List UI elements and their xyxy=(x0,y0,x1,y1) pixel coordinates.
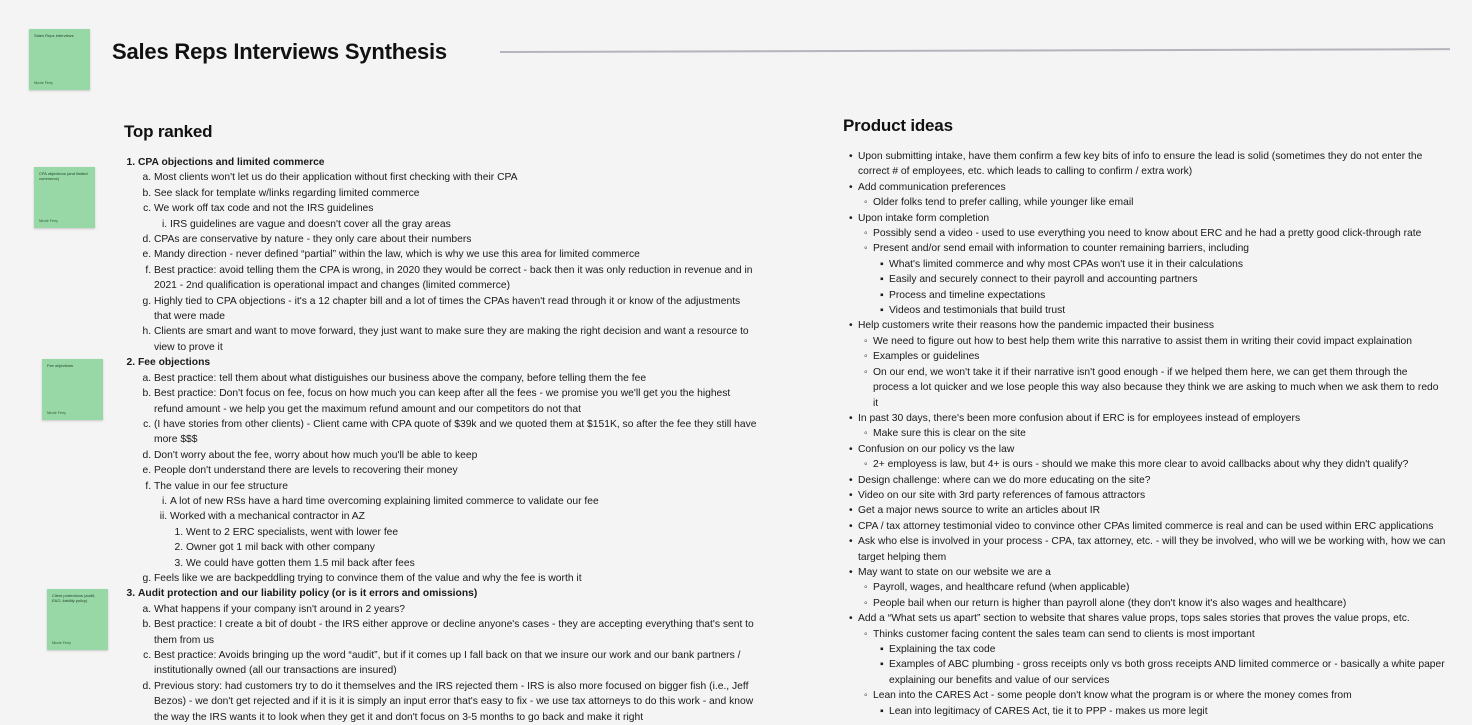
list-item-text: See slack for template w/links regarding limited commerce xyxy=(154,187,420,199)
list-item-text: Previous story: had customers try to do it themselves and the IRS rejected them - IRS is also more focused on bigger fish (i.e., Jeff Bezos) - we don't get rejected and if it is it is simply an input error that's easy to fix - we use tax attorneys to do this work - and know the way the IRS wants it to look when they get it and don't focus on 3-5 months to go back and make it right xyxy=(154,680,754,723)
bullet-marker: • xyxy=(849,212,853,224)
idea-text: Confusion on our policy vs the law xyxy=(858,443,1015,455)
idea-text: Videos and testimonials that build trust xyxy=(889,305,1066,317)
bullet-marker: ◦ xyxy=(864,628,868,640)
list-item xyxy=(186,556,758,571)
idea-item xyxy=(842,534,1446,565)
list-item-text: We could have gotten them 1.5 mil back after fees xyxy=(186,557,415,569)
bullet-marker: • xyxy=(849,151,853,162)
bullet-marker: • xyxy=(849,505,853,517)
idea-item xyxy=(842,411,1446,426)
list-item xyxy=(154,371,758,386)
list-item-text: Best practice: tell them about what distiguishes our business above the company, before telling them the fee xyxy=(154,372,647,384)
bullet-marker: • xyxy=(849,320,853,332)
bullet-marker: ◦ xyxy=(864,582,868,594)
idea-text: Thinks customer facing content the sales team can send to clients is most important xyxy=(873,628,1255,640)
bullet-marker: ▪ xyxy=(880,659,884,671)
bullet-marker: ◦ xyxy=(864,228,868,240)
idea-text: Explaining the tax code xyxy=(889,644,996,655)
list-item xyxy=(154,448,758,463)
bullet-marker: • xyxy=(849,613,853,625)
sticky-note-author: Nicole Ferry xyxy=(34,81,53,85)
list-item xyxy=(186,540,758,555)
list-item-text: (I have stories from other clients) - Client came with CPA quote of $39k and we quoted them at $151K, so after the fee they still have more $$$ xyxy=(154,418,757,446)
idea-text: Examples or guidelines xyxy=(873,351,980,363)
list-item-text: Best practice: Avoids bringing up the word “audit”, but if it comes up I fall back on that we insure our work and our bank partners / institutionally owned (all our transactions are insured) xyxy=(154,650,741,677)
bullet-marker: • xyxy=(849,474,853,486)
section-title: CPA objections and limited commerce xyxy=(138,157,325,168)
idea-item xyxy=(842,241,1446,256)
bullet-marker: ▪ xyxy=(880,705,884,717)
idea-item xyxy=(842,288,1446,303)
list-item xyxy=(170,494,758,509)
idea-item xyxy=(842,303,1446,318)
section-item xyxy=(138,355,758,586)
idea-text: Lean into legitimacy of CARES Act, tie it to PPP - makes us more legit xyxy=(889,705,1208,717)
idea-text: 2+ employess is law, but 4+ is ours - should we make this more clear to avoid callbacks about why they didn't qualify? xyxy=(873,459,1409,471)
idea-item xyxy=(842,642,1446,657)
idea-text: CPA / tax attorney testimonial video to convince other CPAs limited commerce is real and can be used within ERC applications xyxy=(858,520,1434,532)
sticky-note-author: Nicole Ferry xyxy=(52,641,71,645)
idea-text: Get a major news source to write an articles about IR xyxy=(858,505,1101,517)
list-item xyxy=(154,324,758,355)
list-item xyxy=(154,386,758,417)
list-item xyxy=(154,186,758,201)
idea-item xyxy=(842,580,1446,595)
list-item-text: Feels like we are backpeddling trying to convince them of the value and why the fee is worth it xyxy=(154,572,582,584)
nested-list xyxy=(154,494,758,571)
list-item-text: Highly tied to CPA objections - it's a 12 chapter bill and a lot of times the CPAs haven't read through it or know of the adjustments that were made xyxy=(154,295,741,323)
nested-list xyxy=(170,525,758,571)
idea-item xyxy=(842,272,1446,287)
section-item xyxy=(138,155,758,355)
product-ideas-items xyxy=(842,149,1446,719)
list-item-text: IRS guidelines are vague and doesn't cover all the gray areas xyxy=(170,218,451,230)
list-item xyxy=(154,648,758,679)
list-item xyxy=(154,201,758,232)
idea-item xyxy=(842,473,1446,488)
idea-item xyxy=(842,426,1446,441)
sticky-note-cpa-objections[interactable] xyxy=(34,167,95,228)
list-item-text: We work off tax code and not the IRS guidelines xyxy=(154,203,374,215)
nested-list xyxy=(138,371,758,587)
idea-item xyxy=(842,457,1446,472)
list-item-text: Don't worry about the fee, worry about how much you'll be able to keep xyxy=(154,449,478,461)
idea-text: Help customers write their reasons how the pandemic impacted their business xyxy=(858,320,1214,332)
list-item xyxy=(154,294,758,325)
list-item-text: A lot of new RSs have a hard time overcoming explaining limited commerce to validate our fee xyxy=(170,495,599,507)
idea-item xyxy=(842,195,1446,210)
idea-text: We need to figure out how to best help them write this narrative to assist them in writing their covid impact explaination xyxy=(873,335,1412,347)
section-title: Audit protection and our liability policy (or is it errors and omissions) xyxy=(138,588,478,600)
idea-text: Upon submitting intake, have them confirm a few key bits of info to ensure the lead is solid (sometimes they do not enter the correct # of employees, etc. which leads to calling to confirm / extra work) xyxy=(858,151,1423,178)
list-item xyxy=(170,509,758,571)
bullet-marker: ◦ xyxy=(864,459,868,471)
list-item xyxy=(154,617,758,648)
sticky-note-author: Nicole Ferry xyxy=(39,219,58,223)
section-title: Fee objections xyxy=(138,357,211,369)
bullet-marker: ◦ xyxy=(864,428,868,440)
idea-text: Ask who else is involved in your process - CPA, tax attorney, etc. - will they be involved, who will we be working with, how we can target helping them xyxy=(858,536,1446,563)
section-item xyxy=(138,586,758,725)
sticky-note-text: Fee objections xyxy=(47,363,74,368)
sticky-note-fee-objections[interactable] xyxy=(42,359,103,420)
list-item xyxy=(154,417,758,448)
bullet-marker: • xyxy=(849,489,853,501)
top-ranked-list xyxy=(118,155,758,725)
list-item xyxy=(154,232,758,247)
list-item-text: CPAs are conservative by nature - they only care about their numbers xyxy=(154,234,472,246)
idea-item xyxy=(842,257,1446,272)
nested-list xyxy=(154,217,758,232)
list-item-text: The value in our fee structure xyxy=(154,480,288,492)
idea-text: Examples of ABC plumbing - gross receipts only vs both gross receipts AND limited commerce or - basically a white paper explaining our benefits and value of our services xyxy=(889,659,1445,686)
idea-item xyxy=(842,688,1446,703)
bullet-marker: ▪ xyxy=(880,258,884,270)
bullet-marker: • xyxy=(849,181,853,193)
idea-text: Present and/or send email with information to counter remaining barriers, including xyxy=(873,243,1250,255)
bullet-marker: ▪ xyxy=(880,274,884,286)
idea-text: What's limited commerce and why most CPAs won't use it in their calculations xyxy=(889,258,1243,270)
idea-item xyxy=(842,488,1446,503)
list-item-text: Mandy direction - never defined “partial” within the law, which is why we use this area for limited commerce xyxy=(154,249,640,261)
idea-text: Payroll, wages, and healthcare refund (when applicable) xyxy=(873,582,1130,594)
idea-text: May want to state on our website we are a xyxy=(858,566,1051,578)
bullet-marker: ◦ xyxy=(864,597,868,609)
idea-text: Make sure this is clear on the site xyxy=(873,428,1026,440)
list-item xyxy=(154,571,758,586)
list-item xyxy=(154,602,758,617)
list-item xyxy=(186,525,758,540)
idea-text: Video on our site with 3rd party references of famous attractors xyxy=(858,489,1146,501)
bullet-marker: ◦ xyxy=(864,351,868,363)
idea-item xyxy=(842,565,1446,580)
nested-list xyxy=(138,170,758,355)
idea-item xyxy=(842,226,1446,241)
bullet-marker: ▪ xyxy=(880,289,884,301)
top-ranked-heading: Top ranked xyxy=(124,122,213,141)
bullet-marker: ◦ xyxy=(864,335,868,347)
list-item xyxy=(154,679,758,725)
idea-text: Upon intake form completion xyxy=(858,212,990,224)
bullet-marker: ▪ xyxy=(880,305,884,317)
idea-item xyxy=(842,657,1446,688)
list-item-text: Worked with a mechanical contractor in AZ xyxy=(170,511,365,523)
idea-item xyxy=(842,180,1446,195)
idea-text: Design challenge: where can we do more educating on the site? xyxy=(858,474,1151,486)
list-item xyxy=(154,263,758,294)
list-item xyxy=(154,463,758,478)
list-item-text: Went to 2 ERC specialists, went with lower fee xyxy=(186,526,399,538)
bullet-marker: ◦ xyxy=(864,197,868,209)
sticky-note-author: Nicole Ferry xyxy=(47,411,66,415)
product-ideas-heading: Product ideas xyxy=(843,116,953,135)
nested-list xyxy=(138,602,758,725)
idea-item xyxy=(842,611,1446,626)
bullet-marker: • xyxy=(849,412,853,424)
idea-text: People bail when our return is higher than payroll alone (they don't know it's also wages and healthcare) xyxy=(873,597,1347,609)
bullet-marker: ◦ xyxy=(864,243,868,255)
idea-text: Easily and securely connect to their payroll and accounting partners xyxy=(889,274,1198,286)
list-item-text: What happens if your company isn't around in 2 years? xyxy=(154,603,405,615)
list-item-text: Clients are smart and want to move forward, they just want to make sure they are making the right decision and want a resource to view to prove it xyxy=(154,326,749,353)
idea-item xyxy=(842,503,1446,518)
sticky-note-title[interactable] xyxy=(29,29,90,90)
idea-item xyxy=(842,627,1446,642)
idea-item xyxy=(842,704,1446,719)
list-item xyxy=(154,479,758,571)
idea-item xyxy=(842,334,1446,349)
idea-item xyxy=(842,349,1446,364)
bullet-marker: • xyxy=(849,536,853,548)
list-item-text: Best practice: avoid telling them the CPA is wrong, in 2020 they would be correct - back then it was only reduction in revenue and in 2021 - 2nd qualification is operational impact and changes (limited commerce) xyxy=(154,264,753,292)
list-item xyxy=(154,170,758,185)
sticky-note-text: Sales Reps Interviews xyxy=(34,33,74,38)
sticky-note-client-protections[interactable] xyxy=(47,589,108,650)
idea-text: Lean into the CARES Act - some people don't know what the program is or where the money comes from xyxy=(873,690,1352,702)
idea-text: Process and timeline expectations xyxy=(889,289,1046,301)
list-item-text: Best practice: Don't focus on fee, focus on how much you can keep after all the fees - we promise you we'll get you the highest refund amount - we help you get the maximum refund amount and our competitors do not that xyxy=(154,388,731,415)
idea-item xyxy=(842,519,1446,534)
list-item-text: People don't understand there are levels to recovering their money xyxy=(154,465,458,477)
list-item-text: Best practice: I create a bit of doubt - the IRS either approve or decline anyone's cases - they are accepting everything that's sent to them from us xyxy=(154,619,754,646)
idea-text: On our end, we won't take it if their narrative isn't good enough - if we helped them here, we can get them through the process a lot quicker and we lose people this way also because they think we are asking to much when we ask them to redo it xyxy=(873,366,1439,409)
page-title: Sales Reps Interviews Synthesis xyxy=(112,39,447,64)
bullet-marker: • xyxy=(849,566,853,578)
bullet-marker: ◦ xyxy=(864,690,868,702)
idea-item xyxy=(842,149,1446,180)
title-divider xyxy=(500,48,1450,53)
bullet-marker: • xyxy=(849,520,853,532)
idea-text: Add communication preferences xyxy=(858,181,1006,193)
list-item xyxy=(170,217,758,232)
idea-text: Older folks tend to prefer calling, while younger like email xyxy=(873,197,1134,209)
sticky-note-text: Client protections (audit, E&O, liability policy) xyxy=(52,593,96,603)
idea-text: Possibly send a video - used to use everything you need to know about ERC and he had a pretty good click-through rate xyxy=(873,228,1422,240)
idea-item xyxy=(842,318,1446,333)
list-item xyxy=(154,247,758,262)
product-ideas-list xyxy=(842,149,1446,719)
list-item-text: Most clients won't let us do their application without first checking with their CPA xyxy=(154,172,518,184)
section-list xyxy=(118,155,758,725)
sticky-note-text: CPA objections (and limited commerce) xyxy=(39,171,88,181)
list-item-text: Owner got 1 mil back with other company xyxy=(186,542,375,554)
idea-item xyxy=(842,442,1446,457)
bullet-marker: • xyxy=(849,443,853,455)
bullet-marker: ▪ xyxy=(880,644,884,655)
idea-item xyxy=(842,211,1446,226)
idea-item xyxy=(842,365,1446,411)
idea-text: Add a “What sets us apart” section to website that shares value props, tops sales stories that proves the value props, etc. xyxy=(858,613,1410,625)
idea-item xyxy=(842,596,1446,611)
bullet-marker: ◦ xyxy=(864,366,868,378)
idea-text: In past 30 days, there's been more confusion about if ERC is for employees instead of employers xyxy=(858,412,1301,424)
